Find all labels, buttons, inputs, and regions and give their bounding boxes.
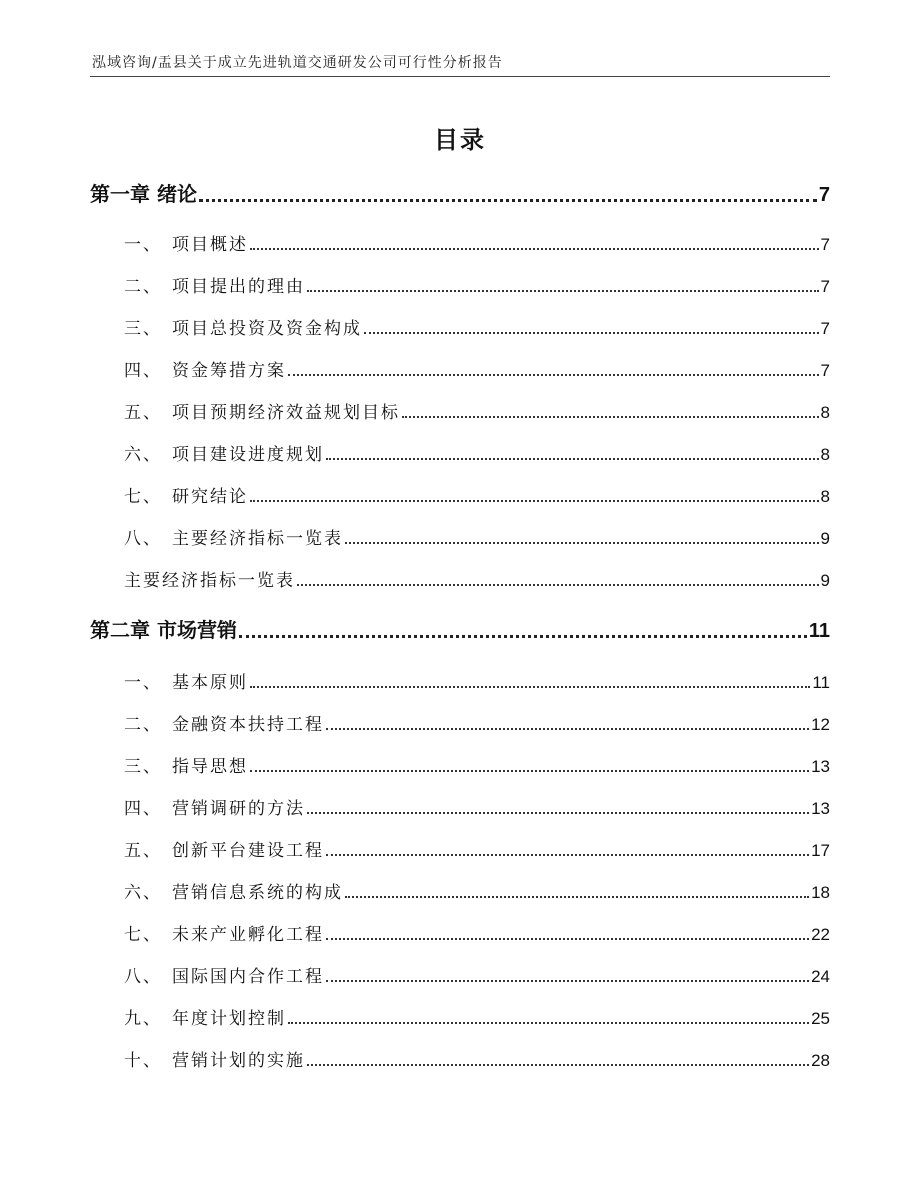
- toc-dot-leader: [364, 332, 819, 334]
- toc-entry-label: [90, 178, 197, 207]
- toc-page-number: 25: [811, 1009, 830, 1028]
- toc-entry-label: [124, 836, 324, 861]
- toc-entry-label: [124, 356, 286, 381]
- toc-section-entry[interactable]: [90, 1004, 830, 1029]
- toc-section-entry[interactable]: [90, 668, 830, 693]
- toc-entry-number: 八、: [124, 967, 162, 987]
- toc-entry-label: [124, 482, 248, 507]
- toc-entry-text: 金融资本扶持工程: [172, 715, 324, 735]
- toc-entry-text: 第一章 绪论: [90, 182, 197, 206]
- toc-page-number: 17: [811, 841, 830, 860]
- toc-section-entry[interactable]: [90, 794, 830, 819]
- toc-section-entry[interactable]: [90, 962, 830, 987]
- toc-entry-number: 七、: [124, 487, 162, 507]
- toc-entry-text: 未来产业孵化工程: [172, 925, 324, 945]
- toc-dot-leader: [326, 938, 809, 940]
- toc-page-number: 24: [811, 967, 830, 986]
- toc-entry-text: 项目概述: [172, 235, 248, 255]
- toc-entry-text: 国际国内合作工程: [172, 967, 324, 987]
- toc-dot-leader: [345, 896, 809, 898]
- toc-entry-text: 营销信息系统的构成: [172, 883, 343, 903]
- toc-entry-label: [124, 668, 248, 693]
- toc-dot-leader: [402, 416, 819, 418]
- toc-section-entry[interactable]: [90, 272, 830, 297]
- toc-entry-label: [124, 710, 324, 735]
- toc-entry-text: 指导思想: [172, 757, 248, 777]
- toc-entry-number: 八、: [124, 529, 162, 549]
- toc-entry-text: 营销计划的实施: [172, 1051, 305, 1071]
- toc-entry-label: [124, 272, 305, 297]
- toc-entry-number: 二、: [124, 277, 162, 297]
- toc-dot-leader: [326, 458, 819, 460]
- toc-section-entry[interactable]: [90, 314, 830, 339]
- toc-section-entry[interactable]: [90, 482, 830, 507]
- toc-entry-label: [124, 794, 305, 819]
- toc-dot-leader: [345, 542, 819, 544]
- toc-entry-label: [124, 314, 362, 339]
- toc-chapter-entry[interactable]: [90, 614, 830, 643]
- toc-section-entry[interactable]: [90, 356, 830, 381]
- toc-dot-leader: [326, 728, 809, 730]
- toc-page-number: 18: [811, 883, 830, 902]
- toc-entry-number: 九、: [124, 1009, 162, 1029]
- header-rule: [90, 76, 830, 77]
- toc-entry-text: 主要经济指标一览表: [124, 571, 295, 591]
- toc-entry-number: 一、: [124, 235, 162, 255]
- toc-entry-number: 五、: [124, 403, 162, 423]
- toc-entry-label: [124, 230, 248, 255]
- toc-entry-text: 主要经济指标一览表: [172, 529, 343, 549]
- toc-entry-text: 营销调研的方法: [172, 799, 305, 819]
- toc-dot-leader: [250, 770, 809, 772]
- toc-section-entry[interactable]: [90, 524, 830, 549]
- toc-page-number: 12: [811, 715, 830, 734]
- toc-entry-label: [124, 524, 343, 549]
- toc-section-entry[interactable]: [90, 878, 830, 903]
- toc-entry-text: 资金筹措方案: [172, 361, 286, 381]
- toc-entry-number: 四、: [124, 361, 162, 381]
- toc-dot-leader: [288, 374, 819, 376]
- toc-page-number: 7: [820, 235, 830, 254]
- toc-entry-label: [124, 752, 248, 777]
- toc-entry-number: 四、: [124, 799, 162, 819]
- toc-entry-number: 六、: [124, 883, 162, 903]
- toc-entry-label: [124, 962, 324, 987]
- toc-dot-leader: [239, 635, 807, 638]
- toc-entry-text: 创新平台建设工程: [172, 841, 324, 861]
- toc-entry-label: [124, 398, 400, 423]
- toc-entry-number: 一、: [124, 673, 162, 693]
- toc-page-number: 8: [820, 445, 830, 464]
- toc-section-entry[interactable]: [90, 836, 830, 861]
- toc-dot-leader: [307, 812, 809, 814]
- toc-dot-leader: [250, 248, 819, 250]
- toc-entry-number: 三、: [124, 757, 162, 777]
- toc-entry-label: [124, 1004, 286, 1029]
- toc-page-number: 7: [818, 184, 830, 206]
- toc-dot-leader: [297, 584, 819, 586]
- toc-entry-label: [90, 614, 237, 643]
- toc-section-entry[interactable]: [90, 752, 830, 777]
- page-title: 目录: [434, 126, 486, 154]
- toc-entry-label: [124, 878, 343, 903]
- toc-dot-leader: [250, 500, 819, 502]
- toc-entry-text: 第二章 市场营销: [90, 618, 237, 642]
- toc-entry-number: 六、: [124, 445, 162, 465]
- toc-page-number: 9: [820, 529, 830, 548]
- toc-section-entry[interactable]: [90, 920, 830, 945]
- toc-entry-number: 七、: [124, 925, 162, 945]
- toc-entry-label: [124, 440, 324, 465]
- toc-dot-leader: [326, 980, 809, 982]
- toc-entry-number: 五、: [124, 841, 162, 861]
- toc-section-entry[interactable]: [90, 566, 830, 591]
- toc-dot-leader: [199, 199, 817, 202]
- toc-dot-leader: [307, 290, 819, 292]
- toc-dot-leader: [250, 686, 810, 688]
- toc-entry-text: 项目提出的理由: [172, 277, 305, 297]
- toc-entry-number: 二、: [124, 715, 162, 735]
- toc-page-number: 11: [812, 673, 830, 692]
- toc-section-entry[interactable]: [90, 230, 830, 255]
- toc-entry-text: 研究结论: [172, 487, 248, 507]
- toc-entry-label: [124, 566, 295, 591]
- toc-page-number: 28: [811, 1051, 830, 1070]
- toc-page-number: 7: [820, 361, 830, 380]
- toc-dot-leader: [307, 1064, 809, 1066]
- toc-page-number: 9: [820, 571, 830, 590]
- toc-dot-leader: [288, 1022, 809, 1024]
- toc-entry-text: 项目预期经济效益规划目标: [172, 403, 400, 423]
- toc-chapter-entry[interactable]: [90, 178, 830, 207]
- toc-entry-text: 年度计划控制: [172, 1009, 286, 1029]
- toc-page-number: 7: [820, 319, 830, 338]
- toc-entry-label: [124, 1046, 305, 1071]
- toc-dot-leader: [326, 854, 809, 856]
- toc-page-number: 13: [811, 799, 830, 818]
- toc-entry-text: 项目总投资及资金构成: [172, 319, 362, 339]
- toc-entry-number: 三、: [124, 319, 162, 339]
- toc-entry-label: [124, 920, 324, 945]
- running-header: 泓域咨询/盂县关于成立先进轨道交通研发公司可行性分析报告: [92, 55, 503, 71]
- toc-entry-number: 十、: [124, 1051, 162, 1071]
- toc-section-entry[interactable]: [90, 398, 830, 423]
- toc-entry-text: 项目建设进度规划: [172, 445, 324, 465]
- toc-page-number: 8: [820, 403, 830, 422]
- toc-page-number: 22: [811, 925, 830, 944]
- toc-page-number: 7: [820, 277, 830, 296]
- toc-page-number: 11: [808, 620, 830, 642]
- toc-entry-text: 基本原则: [172, 673, 248, 693]
- toc-page-number: 8: [820, 487, 830, 506]
- toc-section-entry[interactable]: [90, 1046, 830, 1071]
- toc-section-entry[interactable]: [90, 710, 830, 735]
- toc-section-entry[interactable]: [90, 440, 830, 465]
- toc-page-number: 13: [811, 757, 830, 776]
